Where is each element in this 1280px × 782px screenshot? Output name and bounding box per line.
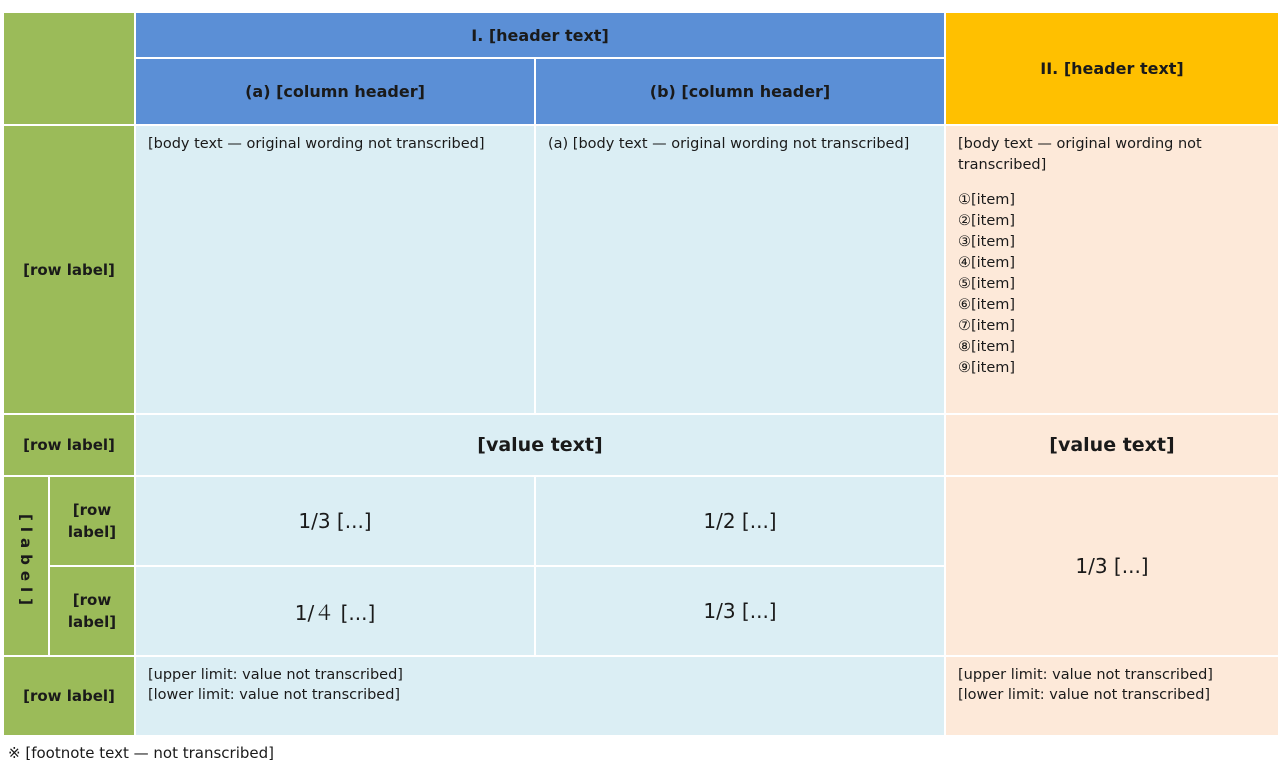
limit-2-upper: [upper limit: value not transcribed] [958, 667, 1213, 683]
limit-1-lower: [lower limit: value not transcribed] [148, 687, 401, 703]
footnote: ※ [footnote text — not transcribed] [8, 744, 275, 762]
equipment-list [958, 190, 1266, 379]
rate-label-cell [3, 476, 49, 656]
section-1a-header: (a) [column header] [135, 58, 535, 125]
large-enterprise-label: [row label] [49, 566, 135, 656]
section-1b-header: (b) [column header] [535, 58, 945, 125]
rate-large-1a: 1/４ [...] [135, 566, 535, 656]
equipment-item: ③[item] [958, 234, 1016, 250]
equipment-item: ①[item] [958, 192, 1016, 208]
section-2-header: II. [header text] [945, 12, 1279, 125]
rate-label: [label] [17, 514, 35, 612]
rate-sme-1a: 1/3 [...] [135, 476, 535, 566]
requirements-2-text: [body text — original wording not transcribed] [958, 136, 1202, 173]
requirements-label: [row label] [3, 125, 135, 414]
requirements-1a-text: [body text — original wording not transcribed] [135, 125, 535, 414]
requirements-1b-text: (a) [body text — original wording not transcribed] [535, 125, 945, 414]
subsidy-table [2, 11, 1280, 737]
limit-2-lower: [lower limit: value not transcribed] [958, 687, 1211, 703]
limit-label: [row label] [3, 656, 135, 736]
corner-cell [3, 12, 135, 125]
equipment-item: ④[item] [958, 255, 1016, 271]
limit-section-1 [135, 656, 945, 736]
section-1-header: I. [header text] [135, 12, 945, 58]
expenses-label: [row label] [3, 414, 135, 476]
equipment-item: ⑧[item] [958, 339, 1016, 355]
equipment-item: ⑦[item] [958, 318, 1016, 334]
rate-section-2: 1/3 [...] [945, 476, 1279, 656]
equipment-item: ⑨[item] [958, 360, 1016, 376]
requirements-2-cell [945, 125, 1279, 414]
equipment-item: ⑥[item] [958, 297, 1016, 313]
equipment-item: ②[item] [958, 213, 1016, 229]
equipment-item: ⑤[item] [958, 276, 1016, 292]
limit-section-2 [945, 656, 1279, 736]
expenses-section-2: [value text] [945, 414, 1279, 476]
rate-large-1b: 1/3 [...] [535, 566, 945, 656]
sme-label: [row label] [49, 476, 135, 566]
limit-1-upper: [upper limit: value not transcribed] [148, 667, 403, 683]
expenses-section-1: [value text] [135, 414, 945, 476]
rate-sme-1b: 1/2 [...] [535, 476, 945, 566]
